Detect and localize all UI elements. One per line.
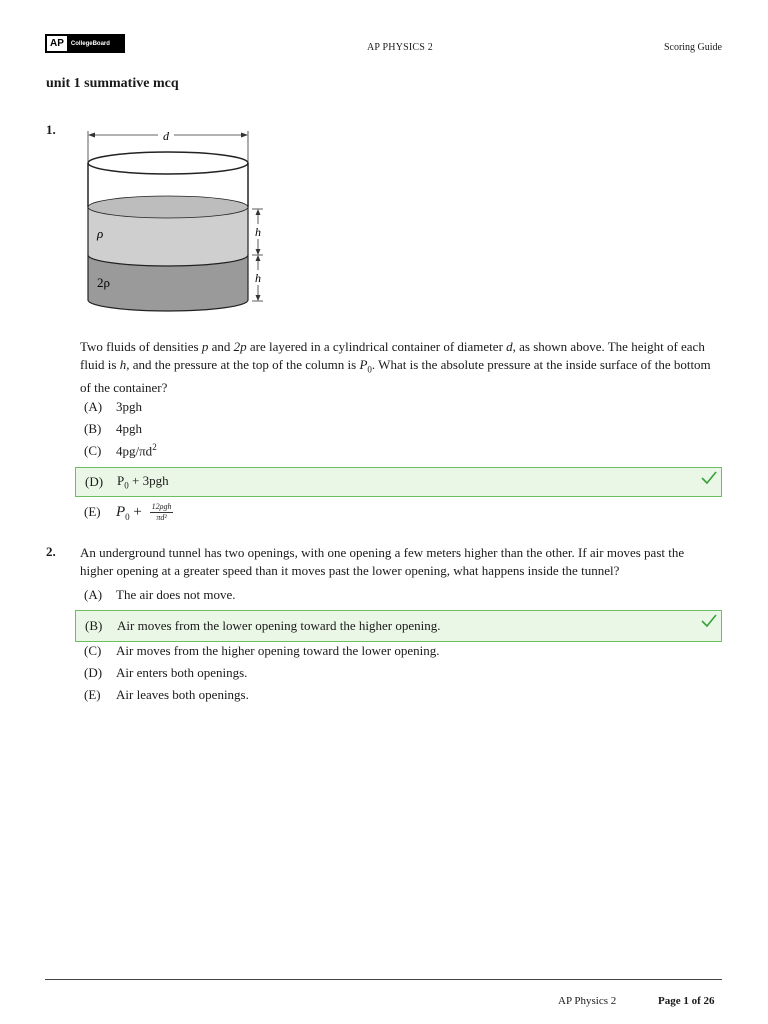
choice-letter: (E) xyxy=(84,687,101,702)
label-rho: ρ xyxy=(97,226,104,241)
checkmark-icon xyxy=(701,614,717,628)
q1-choice-e[interactable] xyxy=(84,500,173,524)
question-1-stem: Two fluids of densities p and 2p are layered in a cylindrical container of diameter d, as shown above. The height of each fluid is h, and the pressure at the top of the column is $P_0$. What is the absolute pressure at the inside surface of the bottom of the container? xyxy=(80,339,711,395)
q1-choice-b[interactable] xyxy=(84,418,142,440)
choice-text: 4pgh xyxy=(116,421,142,436)
choice-letter: (A) xyxy=(84,399,103,414)
choice-letter: (E) xyxy=(84,504,101,519)
label-h-bottom: h xyxy=(255,271,261,285)
q2-choice-c[interactable] xyxy=(84,640,439,662)
choice-text: Air moves from the higher opening toward the lower opening. xyxy=(116,643,440,658)
label-h-top: h xyxy=(255,225,261,239)
checkmark-icon xyxy=(701,471,717,485)
choice-letter: (C) xyxy=(84,443,102,458)
choice-letter: (C) xyxy=(84,643,102,658)
course-header: AP PHYSICS 2 xyxy=(367,42,433,53)
collegeboard-logo-text: CollegeBoard xyxy=(70,40,110,47)
choice-text: 3pgh xyxy=(116,399,142,414)
q1-choice-a[interactable] xyxy=(84,396,142,418)
choice-text: Air enters both openings. xyxy=(116,665,248,680)
ap-logo-mark: AP xyxy=(47,36,67,51)
choice-letter: (B) xyxy=(85,618,103,633)
footer-divider xyxy=(45,979,722,980)
choice-letter: (B) xyxy=(84,421,102,436)
label-d: d xyxy=(163,129,169,143)
choice-text: $P_0 + 3pgh$ xyxy=(117,473,169,491)
question-1-number: 1. xyxy=(46,122,56,137)
q2-choice-e[interactable] xyxy=(84,684,249,706)
page-title: unit 1 summative mcq xyxy=(46,76,179,91)
scoring-guide-header: Scoring Guide xyxy=(663,42,722,53)
question-2-stem: An underground tunnel has two openings, with one opening a few meters higher than the other. If air moves past the higher opening at a greater speed than it moves past the lower opening, what happens inside the tunnel? xyxy=(80,545,685,578)
choice-letter: (A) xyxy=(84,587,103,602)
footer-course: AP Physics 2 xyxy=(558,995,617,1007)
choice-text: Air leaves both openings. xyxy=(116,687,249,702)
choice-text: $4pg/\pi d^2$ xyxy=(116,442,157,459)
q2-choice-a[interactable] xyxy=(84,584,236,606)
choice-text: The air does not move. xyxy=(116,587,236,602)
q1-choice-d-correct[interactable] xyxy=(75,467,722,497)
q1-choice-c[interactable] xyxy=(84,440,157,462)
choice-letter: (D) xyxy=(84,665,103,680)
label-2rho: 2ρ xyxy=(97,275,110,290)
cylinder-diagram xyxy=(78,125,278,320)
choice-letter: (D) xyxy=(85,474,104,489)
q2-choice-d[interactable] xyxy=(84,662,247,684)
q2-choice-b-correct[interactable] xyxy=(75,610,722,642)
question-2-number: 2. xyxy=(46,544,56,559)
page-number: Page 1 of 26 xyxy=(658,995,715,1007)
choice-text: Air moves from the lower opening toward the higher opening. xyxy=(117,618,441,633)
ap-collegeboard-logo xyxy=(45,34,125,53)
choice-text: $P_0$ + $\frac{\text{12ρgh}}{\text{πd²}}$ xyxy=(116,501,172,522)
